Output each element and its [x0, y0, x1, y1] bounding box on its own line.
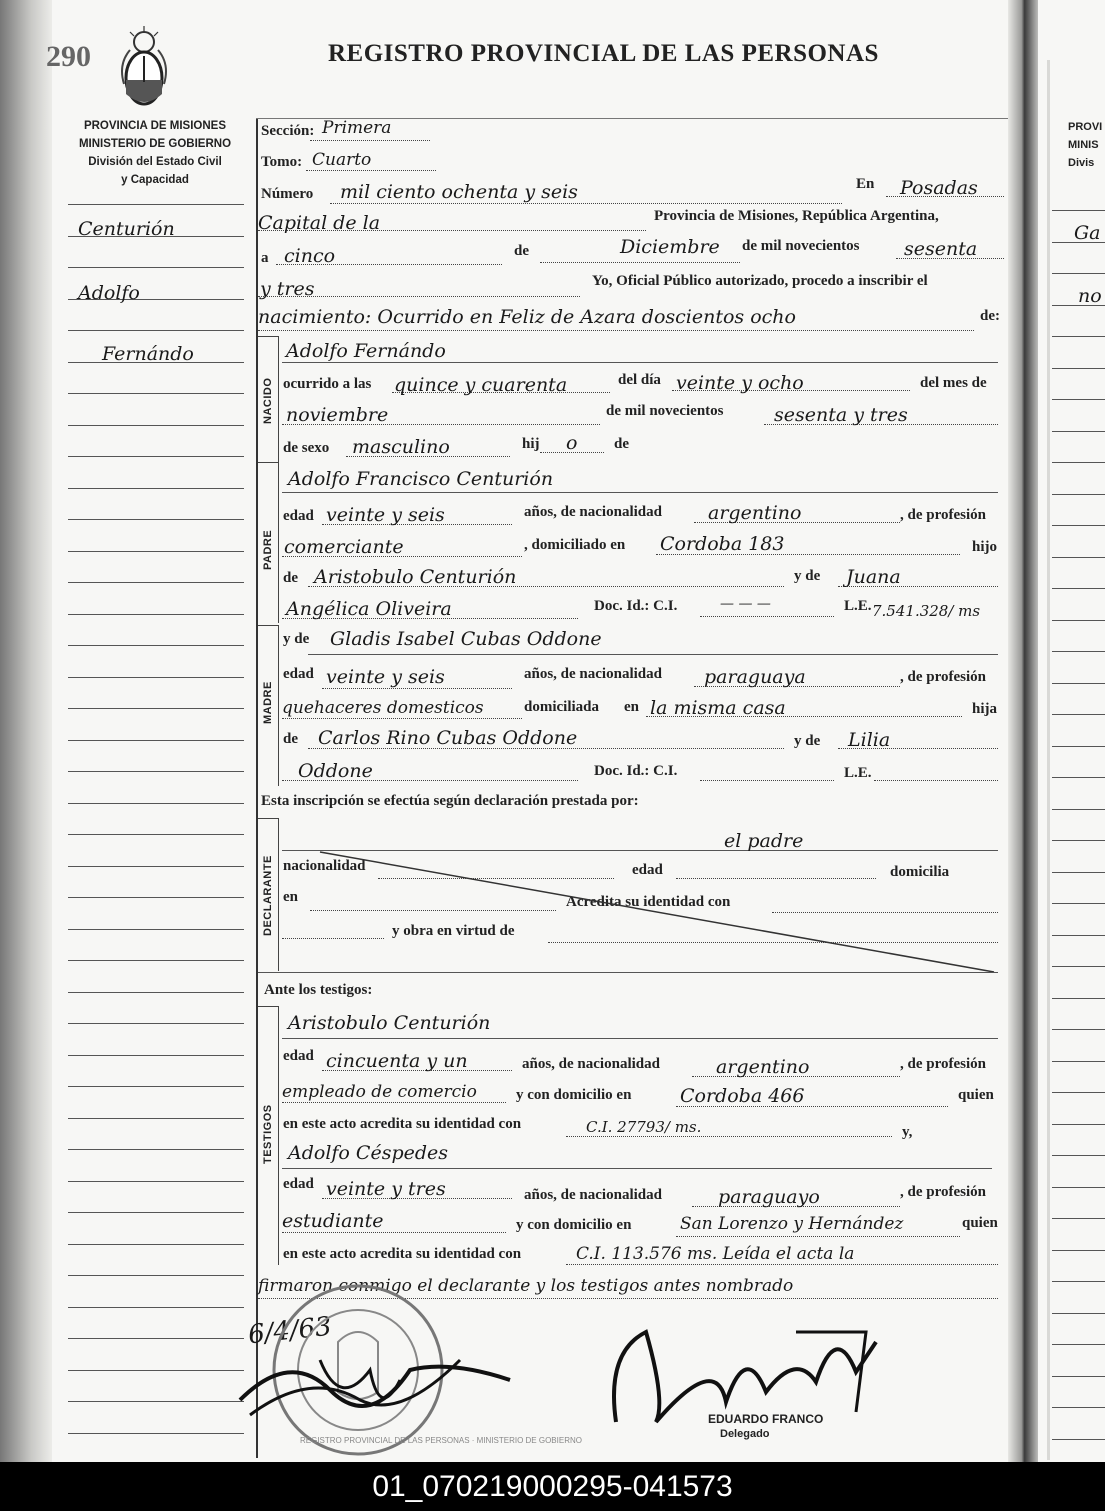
obra-label: y obra en virtud de	[392, 923, 515, 939]
fragment-rule	[1052, 1344, 1105, 1345]
en-value: Posadas	[900, 177, 978, 199]
madre-nacionalidad-label: años, de nacionalidad	[524, 666, 662, 682]
fragment-rule	[1052, 399, 1105, 400]
tomo-value: Cuarto	[312, 150, 372, 170]
fragment-rule	[1052, 210, 1105, 211]
fragment-rule	[1052, 651, 1105, 652]
testigo2-nacionalidad: paraguayo	[718, 1186, 820, 1208]
hij-label: hij	[522, 436, 540, 452]
fragment-rule	[1052, 305, 1105, 306]
fragment-rule	[1052, 1407, 1105, 1408]
testigo2-acto-label: en este acto acredita su identidad con	[283, 1246, 522, 1262]
de-mil-label: de mil novecientos	[606, 403, 724, 419]
testigo1-nacionalidad: argentino	[716, 1056, 810, 1078]
margin-rule	[68, 1275, 244, 1276]
office-province: PROVINCIA DE MISIONES	[83, 120, 227, 132]
fragment-rule	[1052, 1124, 1105, 1125]
del-dia-label: del día	[618, 372, 661, 388]
padre-domicilio: Cordoba 183	[660, 533, 785, 555]
margin-rule	[68, 1212, 244, 1213]
official-name: EDUARDO FRANCO	[708, 1412, 824, 1426]
testigo1-acto-label: en este acto acredita su identidad con	[283, 1116, 522, 1132]
margin-rule	[68, 1086, 244, 1087]
de-label-2: de	[614, 436, 629, 452]
margin-first-name: Adolfo	[78, 282, 140, 304]
nacido-nombre: Adolfo Fernándo	[286, 340, 446, 362]
fragment-rule	[1052, 777, 1105, 778]
de-colon-label: de:	[980, 308, 1000, 324]
fragment-line-1: PROVI	[1068, 121, 1103, 133]
madre-de-label: de	[283, 731, 298, 747]
padre-nacionalidad: argentino	[708, 502, 802, 524]
padre-y-de-label: y de	[794, 568, 821, 584]
page-left-edge	[0, 0, 52, 1462]
testigo1-edad: cincuenta y un	[326, 1050, 468, 1072]
fragment-rule	[1052, 525, 1105, 526]
fragment-rule	[1052, 1187, 1105, 1188]
margin-rule	[68, 1023, 244, 1024]
margin-rule	[68, 645, 244, 646]
nacido-section-label: NACIDO	[262, 377, 274, 424]
padre-ci: — — —	[720, 596, 771, 612]
del-mes-label: del mes de	[920, 375, 987, 391]
margin-rule	[68, 803, 244, 804]
padre-doc-label: Doc. Id.: C.I.	[594, 598, 678, 614]
fragment-rule	[1052, 872, 1105, 873]
numero-value: mil ciento ochenta y seis	[340, 181, 578, 203]
sexo-label: de sexo	[283, 440, 330, 456]
fragment-rule	[1052, 1376, 1105, 1377]
madre-section-label: MADRE	[262, 681, 274, 724]
fragment-line-2: MINIS	[1068, 139, 1099, 151]
madre-le-label: L.E.	[844, 765, 872, 781]
madre-edad: veinte y seis	[326, 666, 445, 688]
capital-value: Capital de la	[258, 212, 381, 234]
madre-y-de-2-label: y de	[794, 733, 821, 749]
office-division: División del Estado Civil	[88, 156, 222, 168]
next-page-fragment	[1068, 118, 1102, 172]
a-label: a	[261, 250, 269, 266]
testigo2-domicilio-label: y con domicilio en	[516, 1217, 632, 1233]
hija-label: hija	[972, 701, 998, 717]
fragment-rule	[1052, 935, 1105, 936]
declarante-en-label: en	[283, 889, 298, 905]
margin-rule	[68, 677, 244, 678]
fragment-rule	[1052, 368, 1105, 369]
anio-value-2: y tres	[260, 278, 315, 300]
padre-nombre: Adolfo Francisco Centurión	[288, 468, 554, 490]
seccion-value: Primera	[322, 118, 392, 138]
testigo2-nacionalidad-label: años, de nacionalidad	[524, 1187, 662, 1203]
testigo2-profesion-label: , de profesión	[900, 1184, 986, 1200]
testigos-section-label: TESTIGOS	[262, 1104, 274, 1164]
margin-rule	[68, 204, 244, 205]
seccion-label: Sección:	[261, 123, 315, 139]
ocurrido-label: ocurrido a las	[283, 376, 372, 392]
ante-label: Ante los testigos:	[264, 982, 373, 998]
official-role: Delegado	[720, 1428, 770, 1440]
margin-rule	[68, 771, 244, 772]
margin-rule	[68, 740, 244, 741]
margin-rule	[68, 1055, 244, 1056]
fragment-rule	[1052, 1155, 1105, 1156]
nacido-hora: quince y cuarenta	[394, 374, 568, 396]
declarante-cancel-stroke	[280, 850, 1000, 974]
declarante-edad-label: edad	[632, 862, 663, 878]
fragment-rule	[1052, 998, 1105, 999]
stamp-text: REGISTRO PROVINCIAL DE LAS PERSONAS · MINISTERIO DE GOBIERNO	[300, 1436, 582, 1445]
acredita-label: Acredita su identidad con	[566, 894, 731, 910]
domiciliada-label: domiciliada	[524, 699, 600, 715]
testigo1-nombre: Aristobulo Centurión	[288, 1012, 491, 1034]
margin-rule	[68, 1370, 244, 1371]
domiciliado-label: , domiciliado en	[524, 537, 626, 553]
margin-rule	[68, 834, 244, 835]
fragment-rule	[1052, 1061, 1105, 1062]
padre-nacionalidad-label: años, de nacionalidad	[524, 504, 662, 520]
testigo2-profesion: estudiante	[282, 1210, 384, 1232]
testigo1-id: C.I. 27793/ ms.	[586, 1118, 702, 1136]
testigo1-profesion-label: , de profesión	[900, 1056, 986, 1072]
fragment-rule	[1052, 966, 1105, 967]
fragment-line-3: Divis	[1068, 157, 1095, 169]
margin-rule	[68, 929, 244, 930]
margin-rule	[68, 393, 244, 394]
margin-rule	[68, 1149, 244, 1150]
mes-value: Diciembre	[620, 236, 720, 258]
madre-madre-2: Oddone	[298, 760, 373, 782]
fragment-rule	[1052, 903, 1105, 904]
testigo1-edad-label: edad	[283, 1048, 314, 1064]
fragment-rule	[1052, 588, 1105, 589]
testigo2-edad: veinte y tres	[326, 1178, 446, 1200]
testigo2-domicilio: San Lorenzo y Hernández	[680, 1214, 904, 1234]
margin-rule	[68, 267, 244, 268]
fragment-handwriting-1: Ga	[1074, 222, 1101, 244]
anio-value: sesenta	[904, 238, 978, 260]
margin-rule	[68, 1307, 244, 1308]
madre-nacionalidad: paraguaya	[704, 666, 806, 688]
page-fold	[1008, 0, 1038, 1462]
testigo1-domicilio-label: y con domicilio en	[516, 1087, 632, 1103]
inscripcion-label: Esta inscripción se efectúa según declaración prestada por:	[261, 793, 639, 809]
testigo1-y-label: y,	[902, 1124, 913, 1140]
dia-value: cinco	[284, 245, 336, 267]
declarante-value: el padre	[724, 830, 804, 852]
margin-rule	[68, 1433, 244, 1434]
madre-y-de-label: y de	[283, 631, 310, 647]
padre-madre-2: Angélica Oliveira	[286, 598, 452, 620]
margin-rule	[68, 708, 244, 709]
margin-rule	[68, 1338, 244, 1339]
fragment-rule	[1052, 431, 1105, 432]
fragment-rule	[1052, 273, 1105, 274]
padre-edad: veinte y seis	[326, 504, 445, 526]
padre-le: 7.541.328/ ms	[872, 602, 981, 620]
margin-rule	[68, 1118, 244, 1119]
padre-padre: Aristobulo Centurión	[314, 566, 517, 588]
madre-doc-label: Doc. Id.: C.I.	[594, 763, 678, 779]
testigo2-nombre: Adolfo Céspedes	[288, 1142, 449, 1164]
fragment-rule	[1052, 840, 1105, 841]
padre-madre-1: Juana	[846, 566, 901, 588]
scan-identifier: 01_070219000295-041573	[0, 1462, 1105, 1511]
office-ministry: MINISTERIO DE GOBIERNO	[78, 138, 232, 150]
office-block	[60, 117, 250, 189]
margin-rule	[68, 425, 244, 426]
madre-padre: Carlos Rino Cubas Oddone	[318, 727, 578, 749]
fragment-rule	[1052, 746, 1105, 747]
fragment-rule	[1052, 1439, 1105, 1440]
declarante-section-label: DECLARANTE	[262, 855, 274, 936]
testigo1-nacionalidad-label: años, de nacionalidad	[522, 1056, 660, 1072]
margin-rule	[68, 992, 244, 993]
fragment-rule	[1052, 1092, 1105, 1093]
padre-edad-label: edad	[283, 508, 314, 524]
madre-profesion-label: , de profesión	[900, 669, 986, 685]
fragment-rule	[1052, 809, 1105, 810]
numero-label: Número	[261, 186, 314, 202]
fragment-rule	[1052, 557, 1105, 558]
declarante-domicilia-label: domicilia	[890, 864, 950, 880]
de-label: de	[514, 243, 529, 259]
padre-profesion: comerciante	[284, 536, 404, 558]
nacido-dia: veinte y ocho	[676, 372, 804, 394]
fragment-rule	[1052, 683, 1105, 684]
registry-title: REGISTRO PROVINCIAL DE LAS PERSONAS	[328, 40, 879, 67]
madre-en-label: en	[624, 699, 639, 715]
fragment-rule	[1052, 494, 1105, 495]
nacido-sexo: masculino	[352, 436, 450, 458]
margin-rule	[68, 1181, 244, 1182]
closing-text: firmaron conmigo el declarante y los testigos antes nombrado	[258, 1276, 794, 1296]
padre-de-label: de	[283, 570, 298, 586]
margin-rule	[68, 330, 244, 331]
fragment-rule	[1052, 336, 1105, 337]
margin-rule	[68, 866, 244, 867]
testigo2-quien-label: quien	[962, 1215, 998, 1231]
fragment-rule	[1052, 242, 1105, 243]
madre-domicilio: la misma casa	[650, 697, 786, 719]
fragment-rule	[1052, 1313, 1105, 1314]
nacido-mes: noviembre	[286, 404, 389, 426]
en-label: En	[856, 176, 875, 192]
margin-rule	[68, 1401, 244, 1402]
acto-value: nacimiento: Ocurrido en Feliz de Azara doscientos ocho	[258, 306, 796, 328]
fragment-rule	[1052, 1250, 1105, 1251]
padre-section-label: PADRE	[262, 529, 274, 570]
madre-profesion: quehaceres domesticos	[282, 698, 484, 718]
testigo1-profesion: empleado de comercio	[282, 1082, 477, 1102]
tomo-label: Tomo:	[261, 154, 303, 170]
margin-rule	[68, 897, 244, 898]
testigo2-id: C.I. 113.576 ms. Leída el acta la	[576, 1244, 855, 1264]
margin-rule	[68, 1244, 244, 1245]
binding-thread	[1047, 60, 1050, 1460]
padre-le-label: L.E.	[844, 598, 872, 614]
hijo-label: hijo	[972, 539, 998, 555]
fragment-rule	[1052, 1281, 1105, 1282]
margin-rule	[68, 614, 244, 615]
margin-second-name: Fernándo	[102, 343, 194, 365]
national-coat-of-arms	[120, 24, 168, 112]
fragment-rule	[1052, 714, 1105, 715]
margin-rule	[68, 519, 244, 520]
fragment-rule	[1052, 620, 1105, 621]
fragment-rule	[1052, 1218, 1105, 1219]
witness-signature	[230, 1330, 530, 1430]
nacido-anio: sesenta y tres	[774, 404, 908, 426]
mil-novecientos-label: de mil novecientos	[742, 238, 860, 254]
fragment-rule	[1052, 462, 1105, 463]
provincia-label: Provincia de Misiones, República Argentina,	[654, 208, 939, 224]
margin-rule	[68, 960, 244, 961]
madre-edad-label: edad	[283, 666, 314, 682]
office-division-2: y Capacidad	[121, 174, 189, 186]
testigo2-edad-label: edad	[283, 1176, 314, 1192]
margin-surname: Centurión	[78, 218, 175, 240]
madre-nombre: Gladis Isabel Cubas Oddone	[330, 628, 602, 650]
testigo1-domicilio: Cordoba 466	[680, 1085, 805, 1107]
signature-date: 6/4/63	[246, 1311, 334, 1351]
page-number: 290	[46, 40, 91, 73]
margin-rule	[68, 456, 244, 457]
nacido-hij: o	[566, 432, 578, 454]
padre-profesion-label: , de profesión	[900, 507, 986, 523]
margin-rule	[68, 488, 244, 489]
madre-madre-1: Lilia	[848, 729, 891, 751]
fragment-rule	[1052, 1029, 1105, 1030]
oficial-label: Yo, Oficial Público autorizado, procedo a inscribir el	[592, 273, 928, 289]
testigo1-quien-label: quien	[958, 1087, 994, 1103]
declarante-nacionalidad-label: nacionalidad	[283, 858, 366, 874]
margin-rule	[68, 582, 244, 583]
margin-rule	[68, 551, 244, 552]
fragment-handwriting-2: no	[1078, 285, 1102, 307]
